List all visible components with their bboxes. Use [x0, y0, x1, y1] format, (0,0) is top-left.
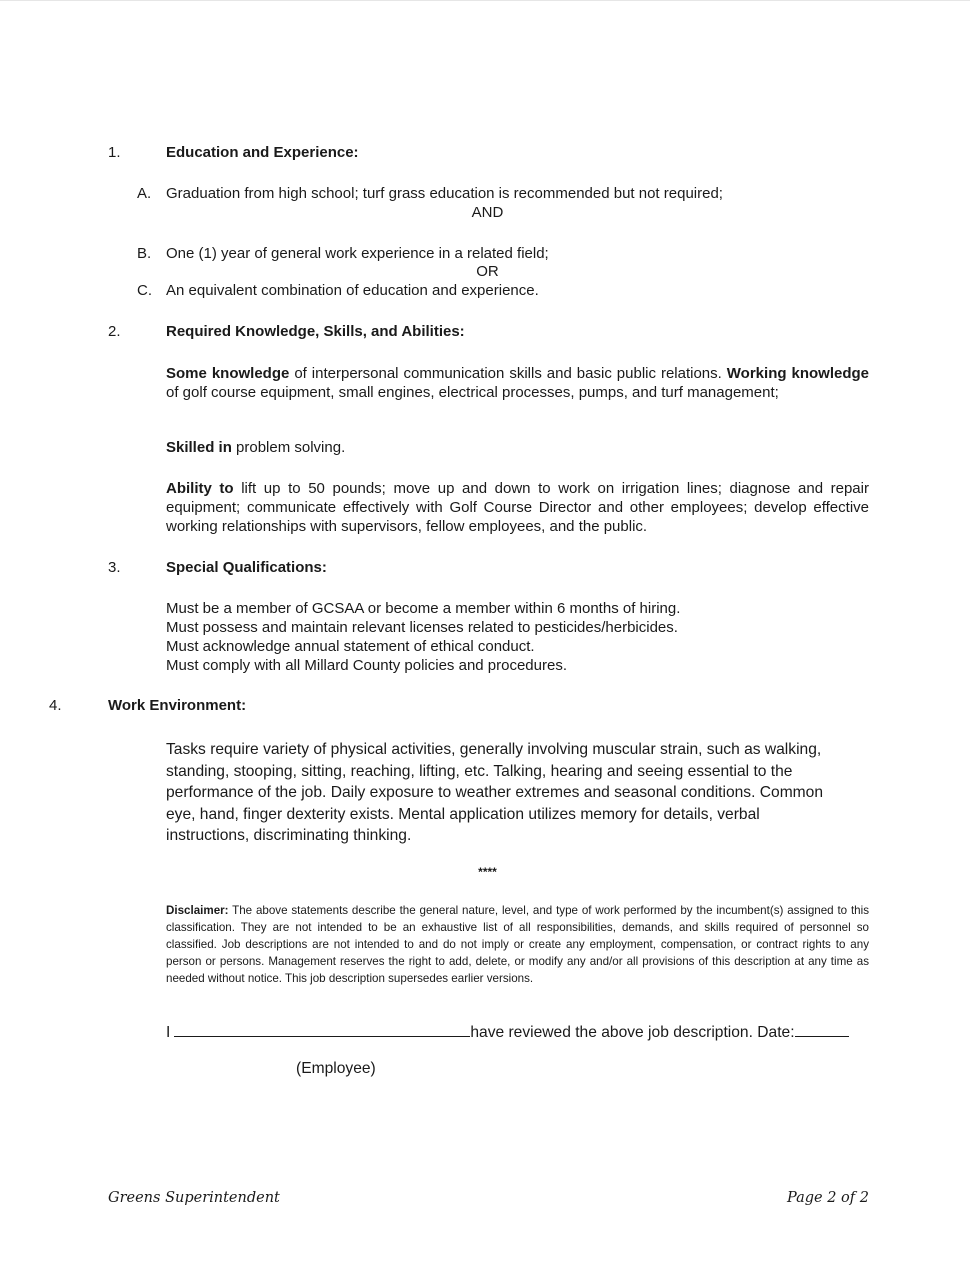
footer-title: Greens Superintendent: [108, 1190, 280, 1206]
separator-asterisks: ****: [478, 865, 497, 879]
acknowledgement-prefix: I: [166, 1024, 171, 1041]
signature-blank: [174, 1022, 470, 1037]
environment-line: instructions, discriminating thinking.: [166, 827, 412, 845]
skilled-in-text: problem solving.: [231, 439, 346, 456]
abilities-paragraph: [166, 479, 869, 536]
section-4-number: 4.: [49, 697, 62, 714]
item-b-text: One (1) year of general work experience in a related field;: [166, 245, 549, 262]
section-1-heading: Education and Experience:: [166, 144, 359, 161]
environment-line: performance of the job. Daily exposure to weather extremes and seasonal conditions. Common: [166, 784, 824, 802]
footer-page-number: Page 2 of 2: [787, 1190, 869, 1206]
acknowledgement-text: have reviewed the above job description. Date:: [470, 1024, 795, 1041]
working-knowledge-text: of golf course equipment, small engines, electrical processes, pumps, and turf management;: [166, 384, 779, 401]
qualifications-list: [166, 599, 680, 675]
section-4-heading: Work Environment:: [108, 697, 247, 714]
item-a-letter: A.: [137, 185, 152, 202]
disclaimer-label: Disclaimer:: [166, 904, 229, 917]
section-3-number: 3.: [108, 559, 121, 576]
disclaimer-text: The above statements describe the general nature, level, and type of work performed by the incumbent(s) assigned to this classification. They are not intended to be an exhaustive list of all responsibilities, demands, and skills required of personnel so classified. Job descriptions are not intended to and do not imply or create any employment, compensation, or contract rights to any person or persons. Management reserves the right to add, delete, or modify any and/or all provisions of this description at any time as needed without notice. This job description supersedes earlier versions.: [166, 904, 869, 985]
ability-to-label: Ability to: [166, 480, 234, 497]
item-b-letter: B.: [137, 245, 152, 262]
environment-line: standing, stooping, sitting, reaching, lifting, etc. Talking, hearing and seeing essential to the: [166, 762, 793, 780]
employee-label: (Employee): [296, 1060, 376, 1077]
date-blank: [795, 1022, 849, 1037]
and-connector: AND: [471, 204, 504, 221]
some-knowledge-text: of interpersonal communication skills and basic public relations.: [289, 365, 727, 382]
knowledge-paragraph: [166, 364, 869, 402]
or-connector: OR: [476, 263, 499, 280]
working-knowledge-label: Working knowledge: [726, 365, 870, 382]
skilled-in-label: Skilled in: [166, 439, 232, 456]
ability-to-text: lift up to 50 pounds; move up and down to work on irrigation lines; diagnose and repair equipment; communicate effectively with Golf Course Director and other employees; develop effective working relationships with supervisors, fellow employees, and the public.: [166, 480, 869, 535]
item-c-text: An equivalent combination of education and experience.: [166, 282, 539, 299]
qualification-line: Must possess and maintain relevant licenses related to pesticides/herbicides.: [166, 619, 678, 636]
section-1-number: 1.: [108, 144, 121, 161]
environment-line: eye, hand, finger dexterity exists. Mental application utilizes memory for details, verbal: [166, 805, 760, 823]
work-environment-text: [166, 739, 823, 847]
disclaimer-paragraph: [166, 902, 869, 987]
some-knowledge-label: Some knowledge: [166, 365, 290, 382]
section-2-heading: Required Knowledge, Skills, and Abilities:: [166, 323, 465, 340]
qualification-line: Must be a member of GCSAA or become a member within 6 months of hiring.: [166, 600, 681, 617]
environment-line: Tasks require variety of physical activities, generally involving muscular strain, such as walking,: [166, 741, 822, 758]
qualification-line: Must comply with all Millard County policies and procedures.: [166, 657, 568, 674]
acknowledgement-line: [166, 1022, 849, 1042]
qualification-line: Must acknowledge annual statement of ethical conduct.: [166, 638, 535, 655]
top-rule: [0, 0, 970, 1]
skills-paragraph: [166, 438, 345, 457]
item-a-text: Graduation from high school; turf grass education is recommended but not required;: [166, 185, 723, 202]
item-c-letter: C.: [137, 282, 152, 299]
section-2-number: 2.: [108, 323, 121, 340]
section-3-heading: Special Qualifications:: [166, 559, 327, 576]
